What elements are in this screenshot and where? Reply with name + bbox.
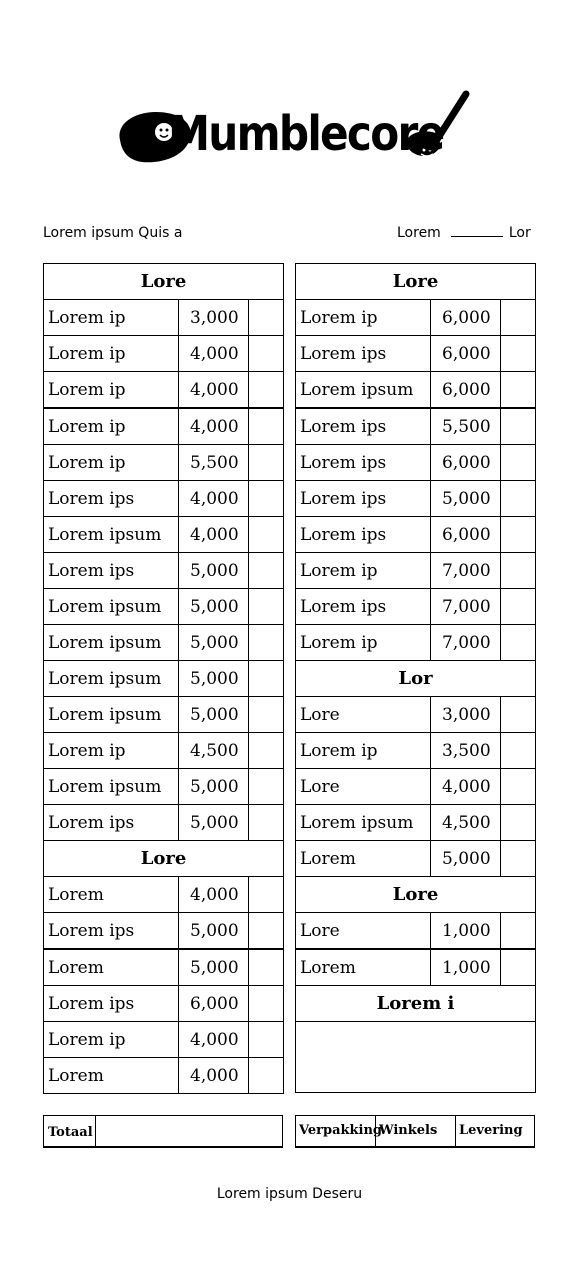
section-header-row: [296, 986, 536, 1022]
total-label: Totaal: [44, 1116, 96, 1146]
item-price: 5,000: [179, 769, 249, 805]
fill-in-line: [451, 236, 503, 237]
total-value-field[interactable]: [96, 1116, 282, 1146]
quantity-box[interactable]: [501, 300, 536, 336]
section-title: Lore: [44, 264, 284, 300]
brand-logo: [116, 88, 476, 168]
quantity-box[interactable]: [249, 661, 284, 697]
table-row: [44, 697, 284, 733]
item-name: Lorem ip: [44, 1022, 179, 1058]
stores-label[interactable]: Winkels: [376, 1116, 456, 1146]
item-name: Lorem ipsum: [44, 625, 179, 661]
item-price: 4,000: [179, 372, 249, 409]
section-title: Lorem i: [296, 986, 536, 1022]
table-row: [44, 877, 284, 913]
table-row: [296, 408, 536, 445]
quantity-box[interactable]: [501, 841, 536, 877]
quantity-box[interactable]: [501, 589, 536, 625]
item-name: Lorem ip: [44, 300, 179, 336]
table-row: [296, 589, 536, 625]
empty-notes-row: [296, 1022, 536, 1093]
item-price: 1,000: [431, 913, 501, 950]
item-name: Lorem ipsum: [296, 805, 431, 841]
item-price: 7,000: [431, 589, 501, 625]
left-price-table: [43, 263, 284, 1094]
item-name: Lorem ip: [44, 408, 179, 445]
item-name: Lorem ipsum: [296, 372, 431, 409]
quantity-box[interactable]: [249, 445, 284, 481]
item-price: 5,000: [431, 841, 501, 877]
item-price: 4,000: [179, 481, 249, 517]
quantity-box[interactable]: [501, 805, 536, 841]
item-price: 4,000: [179, 336, 249, 372]
table-row: [296, 949, 536, 986]
table-row: [44, 300, 284, 336]
item-name: Lorem ip: [44, 372, 179, 409]
quantity-box[interactable]: [249, 481, 284, 517]
item-price: 4,000: [431, 769, 501, 805]
quantity-box[interactable]: [249, 300, 284, 336]
table-row: [44, 733, 284, 769]
item-price: 5,000: [179, 589, 249, 625]
item-name: Lore: [296, 697, 431, 733]
table-row: [296, 481, 536, 517]
quantity-box[interactable]: [249, 986, 284, 1022]
quantity-box[interactable]: [501, 697, 536, 733]
quantity-box[interactable]: [249, 372, 284, 409]
item-name: Lorem ip: [296, 625, 431, 661]
table-row: [296, 733, 536, 769]
item-price: 6,000: [431, 517, 501, 553]
item-name: Lorem ips: [44, 805, 179, 841]
header-right-label: Lorem: [397, 225, 441, 241]
table-row: [44, 661, 284, 697]
table-row: [44, 517, 284, 553]
item-price: 7,000: [431, 625, 501, 661]
item-name: Lorem ipsum: [44, 589, 179, 625]
table-row: [296, 841, 536, 877]
quantity-box[interactable]: [501, 445, 536, 481]
table-row: [296, 445, 536, 481]
table-row: [44, 805, 284, 841]
table-row: [44, 408, 284, 445]
item-price: 4,000: [179, 517, 249, 553]
item-price: 6,000: [431, 445, 501, 481]
item-price: 5,000: [179, 913, 249, 950]
section-title: Lore: [296, 264, 536, 300]
quantity-box[interactable]: [249, 625, 284, 661]
item-price: 4,500: [431, 805, 501, 841]
quantity-box[interactable]: [501, 372, 536, 409]
quantity-box[interactable]: [249, 769, 284, 805]
item-price: 5,500: [179, 445, 249, 481]
item-price: 5,000: [179, 697, 249, 733]
quantity-box[interactable]: [249, 553, 284, 589]
table-row: [296, 517, 536, 553]
item-name: Lorem: [296, 841, 431, 877]
item-price: 4,000: [179, 408, 249, 445]
item-price: 5,000: [179, 661, 249, 697]
section-header-row: [44, 841, 284, 877]
item-price: 6,000: [431, 336, 501, 372]
item-name: Lorem ip: [44, 445, 179, 481]
item-price: 6,000: [179, 986, 249, 1022]
table-row: [296, 336, 536, 372]
item-name: Lorem ip: [296, 733, 431, 769]
item-price: 5,000: [179, 805, 249, 841]
item-name: Lorem ips: [296, 408, 431, 445]
table-row: [44, 336, 284, 372]
quantity-box[interactable]: [249, 697, 284, 733]
item-price: 6,000: [431, 372, 501, 409]
quantity-box[interactable]: [249, 336, 284, 372]
section-header-row: [296, 877, 536, 913]
item-name: Lorem ip: [44, 733, 179, 769]
table-row: [44, 481, 284, 517]
item-name: Lorem ipsum: [44, 517, 179, 553]
item-name: Lore: [296, 769, 431, 805]
item-price: 7,000: [431, 553, 501, 589]
item-name: Lorem ips: [296, 336, 431, 372]
item-name: Lorem ips: [296, 517, 431, 553]
delivery-label[interactable]: Levering: [459, 1123, 523, 1138]
quantity-box[interactable]: [249, 949, 284, 986]
section-header-row: [296, 264, 536, 300]
header-right-suffix: Lor: [508, 225, 531, 241]
section-header-row: [296, 661, 536, 697]
table-row: [296, 805, 536, 841]
item-name: Lorem ips: [296, 481, 431, 517]
item-name: Lorem ips: [44, 913, 179, 950]
item-price: 5,000: [179, 625, 249, 661]
item-price: 5,000: [179, 949, 249, 986]
table-row: [296, 372, 536, 409]
table-row: [296, 769, 536, 805]
item-price: 1,000: [431, 949, 501, 986]
quantity-box[interactable]: [501, 517, 536, 553]
item-name: Lorem: [44, 877, 179, 913]
quantity-box[interactable]: [249, 1022, 284, 1058]
item-price: 5,000: [431, 481, 501, 517]
quantity-box[interactable]: [501, 336, 536, 372]
table-row: [296, 697, 536, 733]
item-name: Lorem: [296, 949, 431, 986]
quantity-box[interactable]: [501, 769, 536, 805]
item-name: Lorem ipsum: [44, 697, 179, 733]
item-price: 5,500: [431, 408, 501, 445]
section-title: Lore: [296, 877, 536, 913]
table-row: [44, 372, 284, 409]
quantity-box[interactable]: [501, 949, 536, 986]
item-name: Lorem ips: [44, 553, 179, 589]
brand-name: Mumblecore: [168, 106, 444, 162]
packaging-label[interactable]: Verpakking: [296, 1116, 376, 1146]
item-name: Lorem ips: [44, 986, 179, 1022]
right-price-table: [295, 263, 536, 1093]
quantity-box[interactable]: [249, 805, 284, 841]
item-name: Lorem: [44, 1058, 179, 1094]
item-name: Lorem ipsum: [44, 661, 179, 697]
quantity-box[interactable]: [249, 1058, 284, 1094]
table-row: [44, 986, 284, 1022]
table-row: [44, 913, 284, 950]
quantity-box[interactable]: [501, 913, 536, 950]
quantity-box[interactable]: [249, 877, 284, 913]
quantity-box[interactable]: [501, 625, 536, 661]
table-row: [296, 553, 536, 589]
quantity-box[interactable]: [249, 589, 284, 625]
table-row: [296, 625, 536, 661]
item-name: Lore: [296, 913, 431, 950]
item-name: Lorem ip: [44, 336, 179, 372]
quantity-box[interactable]: [501, 481, 536, 517]
section-title: Lor: [296, 661, 536, 697]
item-name: Lorem ip: [296, 553, 431, 589]
quantity-box[interactable]: [249, 913, 284, 950]
header-left-text: Lorem ipsum Quis a: [43, 225, 183, 241]
delivery-options-box: [295, 1115, 535, 1148]
item-name: Lorem: [44, 949, 179, 986]
table-row: [44, 1022, 284, 1058]
quantity-box[interactable]: [501, 733, 536, 769]
item-price: 3,000: [179, 300, 249, 336]
item-price: 5,000: [179, 553, 249, 589]
table-row: [44, 553, 284, 589]
quantity-box[interactable]: [501, 553, 536, 589]
item-name: Lorem ips: [296, 589, 431, 625]
item-name: Lorem ip: [296, 300, 431, 336]
item-name: Lorem ips: [44, 481, 179, 517]
table-row: [296, 913, 536, 950]
item-name: Lorem ipsum: [44, 769, 179, 805]
item-price: 4,500: [179, 733, 249, 769]
header-right-field: [397, 225, 531, 241]
table-row: [296, 300, 536, 336]
table-row: [44, 445, 284, 481]
item-price: 3,000: [431, 697, 501, 733]
section-title: Lore: [44, 841, 284, 877]
footer-text: Lorem ipsum Deseru: [216, 1186, 363, 1202]
quantity-box[interactable]: [249, 408, 284, 445]
table-row: [44, 589, 284, 625]
item-price: 4,000: [179, 1022, 249, 1058]
item-price: 4,000: [179, 1058, 249, 1094]
table-row: [44, 625, 284, 661]
item-name: Lorem ips: [296, 445, 431, 481]
quantity-box[interactable]: [249, 733, 284, 769]
quantity-box[interactable]: [249, 517, 284, 553]
table-row: [44, 949, 284, 986]
total-box: [43, 1115, 283, 1148]
notes-area[interactable]: [296, 1022, 536, 1093]
table-row: [44, 1058, 284, 1094]
table-row: [44, 769, 284, 805]
quantity-box[interactable]: [501, 408, 536, 445]
item-price: 4,000: [179, 877, 249, 913]
item-price: 6,000: [431, 300, 501, 336]
item-price: 3,500: [431, 733, 501, 769]
section-header-row: [44, 264, 284, 300]
